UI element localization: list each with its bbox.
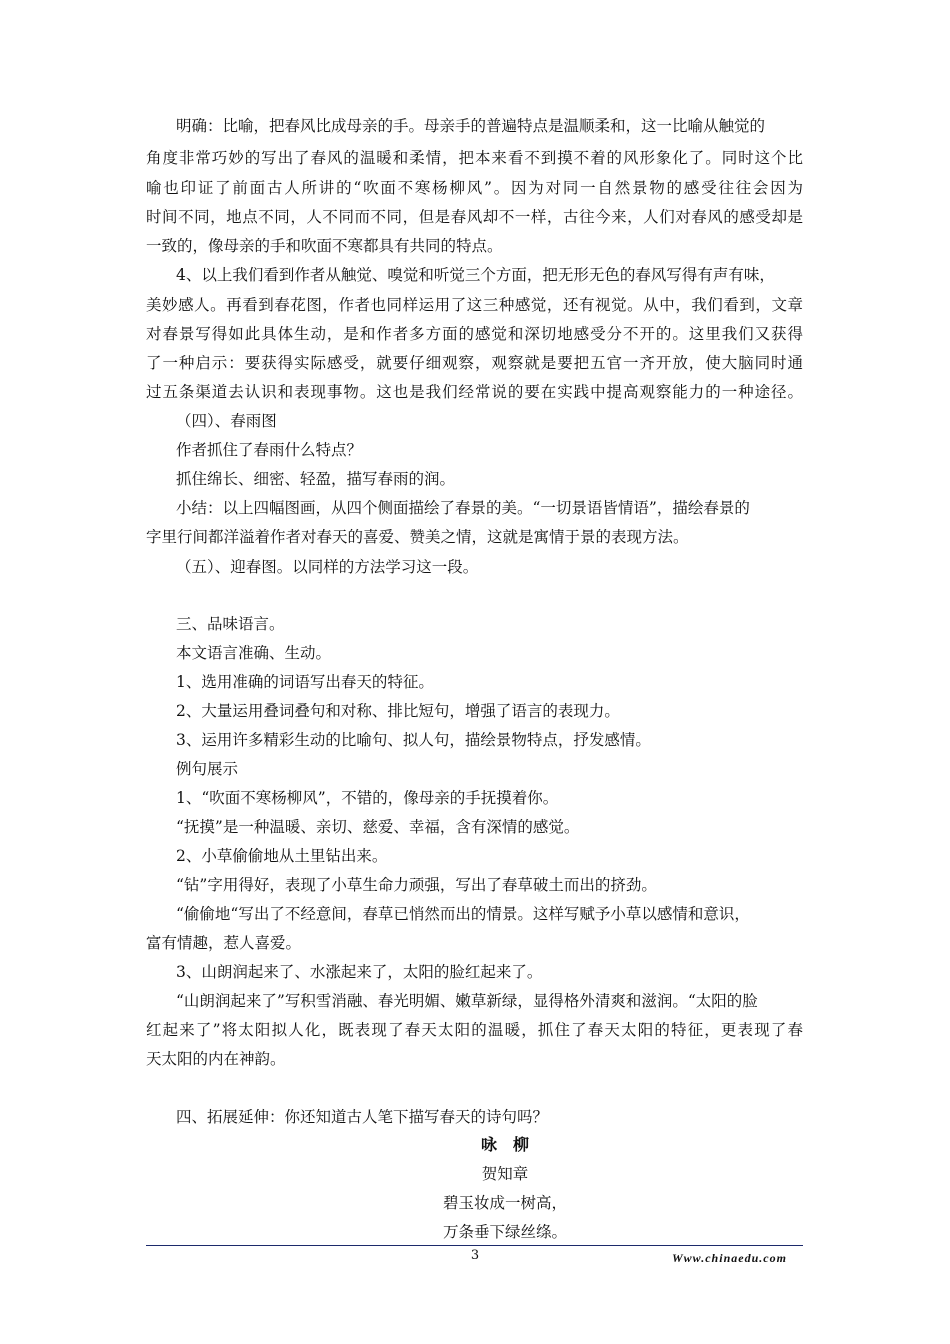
section-heading: （四）、春雨图	[176, 412, 277, 430]
paragraph-line: “抚摸”是一种温暖、亲切、慈爱、幸福，含有深情的感觉。	[176, 818, 580, 836]
paragraph-line: 2、小草偷偷地从土里钻出来。	[176, 847, 388, 865]
site-url: Www.chinaedu.com	[672, 1251, 787, 1265]
paragraph-line: 1、选用准确的词语写出春天的特征。	[176, 673, 434, 691]
section-heading: 四、拓展延伸：你还知道古人笔下描写春天的诗句吗？	[176, 1108, 549, 1126]
poem-author: 贺知章	[481, 1165, 529, 1183]
paragraph-line: 4、以上我们看到作者从触觉、嗅觉和听觉三个方面，把无形无色的春风写得有声有味，	[176, 266, 775, 284]
paragraph-line: 对春景写得如此具体生动，是和作者多方面的感觉和深切地感受分不开的。这里我们又获得	[146, 325, 803, 343]
paragraph-line: 一致的，像母亲的手和吹面不寒都具有共同的特点。	[146, 237, 503, 255]
poem-line: 碧玉妆成一树高，	[442, 1194, 567, 1212]
page-number: 3	[470, 1248, 480, 1263]
paragraph-line: 了一种启示：要获得实际感受，就要仔细观察，观察就是要把五官一齐开放，使大脑同时通	[146, 354, 803, 372]
paragraph-line: 抓住绵长、细密、轻盈，描写春雨的润。	[176, 470, 456, 488]
section-heading: （五）、迎春图。以同样的方法学习这一段。	[176, 558, 479, 576]
paragraph-line: 喻也印证了前面古人所讲的“吹面不寒杨柳风”。因为对同一自然景物的感受往往会因为	[146, 179, 803, 197]
paragraph-line: 过五条渠道去认识和表现事物。这也是我们经常说的要在实践中提高观察能力的一种途径。	[146, 383, 803, 401]
footer-divider	[146, 1245, 803, 1246]
paragraph-line: 1、“吹面不寒杨柳风”，不错的，像母亲的手抚摸着你。	[176, 789, 559, 807]
paragraph-line: 例句展示	[176, 760, 239, 778]
paragraph-line: 时间不同，地点不同，人不同而不同，但是春风却不一样，古往今来，人们对春风的感受却是	[146, 208, 803, 226]
paragraph-line: 作者抓住了春雨什么特点？	[176, 441, 363, 459]
paragraph-line: 2、大量运用叠词叠句和对称、排比短句，增强了语言的表现力。	[176, 702, 620, 720]
paragraph-line: “钻”字用得好，表现了小草生命力顽强，写出了春草破土而出的挤劲。	[176, 876, 657, 894]
paragraph-line: 美妙感人。再看到春花图，作者也同样运用了这三种感觉，还有视觉。从中，我们看到，文章	[146, 296, 803, 314]
paragraph-line: “偷偷地“写出了不经意间，春草已悄然而出的情景。这样写赋予小草以感情和意识，	[176, 905, 750, 923]
paragraph-line: 小结：以上四幅图画，从四个侧面描绘了春景的美。“一切景语皆情语”，描绘春景的	[176, 499, 750, 517]
section-heading: 三、品味语言。	[176, 615, 285, 633]
paragraph-line: 字里行间都洋溢着作者对春天的喜爱、赞美之情，这就是寓情于景的表现方法。	[146, 528, 689, 546]
paragraph-line: 3、山朗润起来了、水涨起来了，太阳的脸红起来了。	[176, 963, 543, 981]
paragraph-line: 天太阳的内在神韵。	[146, 1050, 286, 1068]
paragraph-line: 明确：比喻，把春风比成母亲的手。母亲手的普遍特点是温顺柔和，这一比喻从触觉的	[176, 117, 766, 135]
paragraph-line: 3、运用许多精彩生动的比喻句、拟人句，描绘景物特点，抒发感情。	[176, 731, 651, 749]
poem-line: 万条垂下绿丝绦。	[442, 1223, 567, 1241]
poem-title: 咏 柳	[480, 1135, 529, 1154]
paragraph-line: 角度非常巧妙的写出了春风的温暖和柔情，把本来看不到摸不着的风形象化了。同时这个比	[146, 149, 803, 167]
paragraph-line: “山朗润起来了”写积雪消融、春光明媚、嫩草新绿，显得格外清爽和滋润。“太阳的脸	[176, 992, 758, 1010]
paragraph-line: 红起来了”将太阳拟人化，既表现了春天太阳的温暖，抓住了春天太阳的特征，更表现了春	[146, 1021, 803, 1039]
paragraph-line: 富有情趣，惹人喜爱。	[146, 934, 302, 952]
paragraph-line: 本文语言准确、生动。	[176, 644, 332, 662]
